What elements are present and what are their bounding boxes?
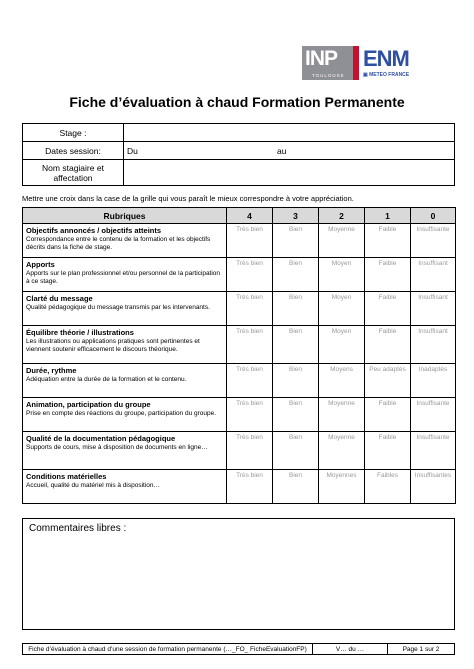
grade-checkbox-cell[interactable]: Faibles: [365, 470, 411, 504]
grade-checkbox-cell[interactable]: Bien: [273, 258, 319, 292]
grade-checkbox-cell[interactable]: Faible: [365, 398, 411, 432]
rubrique-description: Apports sur le plan professionnel et/ou personnel de la participation à ce stage.: [26, 270, 221, 285]
grade-checkbox-cell[interactable]: Très bien: [227, 224, 273, 258]
grade-checkbox-cell[interactable]: Moyens: [319, 364, 365, 398]
rubrique-title: Équilibre théorie / illustrations: [26, 328, 134, 337]
grade-checkbox-cell[interactable]: Très bien: [227, 364, 273, 398]
grade-checkbox-cell[interactable]: Faible: [365, 292, 411, 326]
grade-checkbox-cell[interactable]: Faible: [365, 258, 411, 292]
grade-checkbox-cell[interactable]: Très bien: [227, 326, 273, 364]
rubrique-title: Qualité de la documentation pédagogique: [26, 434, 176, 443]
rubrique-cell: [23, 224, 227, 258]
grade-checkbox-cell[interactable]: Insuffisant: [411, 258, 456, 292]
grade-checkbox-cell[interactable]: Insuffisant: [411, 326, 456, 364]
evaluation-row: [23, 258, 456, 292]
info-table: [22, 123, 455, 186]
rubrique-description: Accueil, qualité du matériel mis à disposition…: [26, 482, 161, 489]
grade-checkbox-cell[interactable]: Moyenne: [319, 432, 365, 470]
header-score-1: 1: [365, 208, 411, 224]
grade-checkbox-cell[interactable]: Insuffisante: [411, 398, 456, 432]
rubrique-description: Supports de cours, mise à disposition de documents en ligne…: [26, 444, 208, 451]
rubrique-cell: [23, 326, 227, 364]
footer-row: [23, 644, 455, 655]
grade-checkbox-cell[interactable]: Faible: [365, 432, 411, 470]
inp-logo-subtext: TOULOUSE: [312, 73, 345, 78]
evaluation-row: [23, 432, 456, 470]
grade-checkbox-cell[interactable]: Inadaptés: [411, 364, 456, 398]
rubrique-title: Conditions matérielles: [26, 472, 107, 481]
rubrique-cell: [23, 364, 227, 398]
enm-logo: [359, 46, 420, 80]
enm-logo-subtext: ▣ METEO FRANCE: [363, 72, 410, 78]
logos: [302, 46, 420, 80]
grade-checkbox-cell[interactable]: Moyennes: [319, 470, 365, 504]
rubrique-cell: [23, 398, 227, 432]
evaluation-row: [23, 224, 456, 258]
stage-row: [23, 124, 455, 142]
rubrique-description: Prise en compte des réactions du groupe, participation du groupe.: [26, 410, 217, 417]
inp-logo-text: INP: [305, 47, 338, 70]
stage-label: Stage :: [23, 124, 124, 142]
comments-label: Commentaires libres :: [29, 523, 127, 534]
comments-box[interactable]: [22, 518, 455, 630]
footer-page: Page 1 sur 2: [388, 644, 455, 655]
grade-checkbox-cell[interactable]: Très bien: [227, 470, 273, 504]
grade-checkbox-cell[interactable]: Bien: [273, 398, 319, 432]
dates-du: Du: [127, 145, 138, 156]
grade-checkbox-cell[interactable]: Insuffisantes: [411, 470, 456, 504]
grade-checkbox-cell[interactable]: Insuffisante: [411, 432, 456, 470]
inp-logo: [302, 46, 359, 80]
grade-checkbox-cell[interactable]: Bien: [273, 470, 319, 504]
stagiaire-label: Nom stagiaire et affectation: [23, 160, 124, 186]
grade-checkbox-cell[interactable]: Très bien: [227, 432, 273, 470]
enm-logo-text: ENM: [363, 46, 409, 71]
rubrique-title: Animation, participation du groupe: [26, 400, 151, 409]
grade-checkbox-cell[interactable]: Moyen: [319, 326, 365, 364]
grade-checkbox-cell[interactable]: Très bien: [227, 292, 273, 326]
evaluation-row: [23, 364, 456, 398]
stagiaire-field[interactable]: [124, 160, 455, 186]
grade-checkbox-cell[interactable]: Bien: [273, 364, 319, 398]
grade-checkbox-cell[interactable]: Moyen: [319, 292, 365, 326]
rubrique-description: Adéquation entre la durée de la formation et le contenu.: [26, 376, 187, 383]
rubrique-description: Correspondance entre le contenu de la formation et les objectifs décrits dans la fiche de stage.: [26, 236, 211, 251]
dates-au: au: [277, 145, 287, 156]
rubrique-title: Durée, rythme: [26, 366, 77, 375]
header-score-3: 3: [273, 208, 319, 224]
rubrique-title: Clarté du message: [26, 294, 93, 303]
grade-checkbox-cell[interactable]: Moyenne: [319, 224, 365, 258]
grade-checkbox-cell[interactable]: Très bien: [227, 398, 273, 432]
header-score-2: 2: [319, 208, 365, 224]
grade-checkbox-cell[interactable]: Faible: [365, 224, 411, 258]
rubrique-cell: [23, 470, 227, 504]
evaluation-header-row: [23, 208, 456, 224]
grade-checkbox-cell[interactable]: Moyen: [319, 258, 365, 292]
grade-checkbox-cell[interactable]: Moyenne: [319, 398, 365, 432]
grade-checkbox-cell[interactable]: Bien: [273, 292, 319, 326]
header-score-0: 0: [411, 208, 456, 224]
evaluation-row: [23, 470, 456, 504]
rubrique-description: Les illustrations ou applications pratiques sont pertinentes et viennent soutenir efficacement le discours théorique.: [26, 338, 200, 353]
rubrique-title: Apports: [26, 260, 55, 269]
footer-version: V… du …: [313, 644, 388, 655]
rubrique-cell: [23, 432, 227, 470]
rubrique-title: Objectifs annoncés / objectifs atteints: [26, 226, 162, 235]
dates-row: [23, 142, 455, 160]
dates-field[interactable]: [124, 142, 455, 160]
enm-logo-subtext-label: METEO FRANCE: [369, 72, 410, 78]
rubrique-cell: [23, 258, 227, 292]
footer-doc: Fiche d’évaluation à chaud d’une session de formation permanente (…_FO_ FicheEvaluationFP): [23, 644, 313, 655]
rubrique-description: Qualité pédagogique du message transmis par les intervenants.: [26, 304, 210, 311]
rubrique-cell: [23, 292, 227, 326]
header-rubriques: Rubriques: [23, 208, 227, 224]
instructions: Mettre une croix dans la case de la grille qui vous paraît le mieux correspondre à votre appréciation.: [22, 194, 354, 203]
stage-field[interactable]: [124, 124, 455, 142]
evaluation-row: [23, 326, 456, 364]
grade-checkbox-cell[interactable]: Peu adaptés: [365, 364, 411, 398]
page-title: Fiche d’évaluation à chaud Formation Permanente: [69, 94, 405, 110]
stagiaire-row: [23, 160, 455, 186]
grade-checkbox-cell[interactable]: Faible: [365, 326, 411, 364]
grade-checkbox-cell[interactable]: Insuffisant: [411, 292, 456, 326]
grade-checkbox-cell[interactable]: Bien: [273, 326, 319, 364]
grade-checkbox-cell[interactable]: Bien: [273, 432, 319, 470]
evaluation-row: [23, 292, 456, 326]
grade-checkbox-cell[interactable]: Insuffisante: [411, 224, 456, 258]
grade-checkbox-cell[interactable]: Très bien: [227, 258, 273, 292]
footer-table: [22, 643, 455, 655]
evaluation-row: [23, 398, 456, 432]
dates-label: Dates session:: [23, 142, 124, 160]
grade-checkbox-cell[interactable]: Bien: [273, 224, 319, 258]
header-score-4: 4: [227, 208, 273, 224]
evaluation-table: [22, 207, 456, 504]
